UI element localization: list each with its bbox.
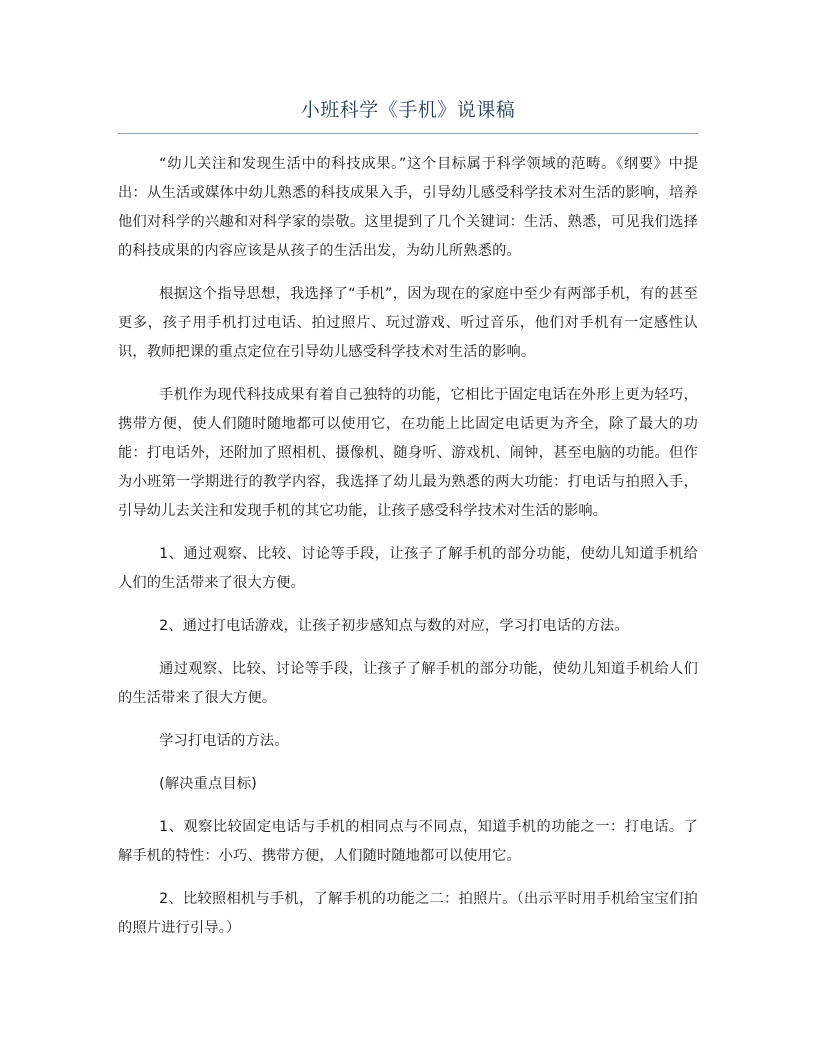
paragraph-step-1: 1、观察比较固定电话与手机的相同点与不同点，知道手机的功能之一：打电话。了解手机的特性：小巧、携带方便，人们随时随地都可以使用它。 [118, 819, 698, 864]
title-divider [118, 133, 698, 134]
paragraph-goal-1: 1、通过观察、比较、讨论等手段，让孩子了解手机的部分功能，使幼儿知道手机给人们的生活带来了很大方便。 [118, 546, 698, 591]
paragraph-intro: “幼儿关注和发现生活中的科技成果。”这个目标属于科学领域的范畴。《纲要》中提出：从生活或媒体中幼儿熟悉的科技成果入手，引导幼儿感受科学技术对生活的影响，培养他们对科学的兴趣和对科学家的崇敬。这里提到了几个关键词：生活、熟悉，可见我们选择的科技成果的内容应该是从孩子的生活出发，为幼儿所熟悉的。 [118, 156, 698, 259]
paragraph-goal-2: 2、通过打电话游戏，让孩子初步感知点与数的对应，学习打电话的方法。 [159, 618, 629, 634]
document-title: 小班科学《手机》说课稿 [300, 99, 516, 121]
paragraph-phone-features: 手机作为现代科技成果有着自己独特的功能，它相比于固定电话在外形上更为轻巧，携带方便，使人们随时随地都可以使用它，在功能上比固定电话更为齐全，除了最大的功能：打电话外，还附加了照相机、摄像机、随身听、游戏机、闹钟，甚至电脑的功能。但作为小班第一学期进行的教学内容，我选择了幼儿最为熟悉的两大功能：打电话与拍照入手，引导幼儿去关注和发现手机的其它功能，让孩子感受科学技术对生活的影响。 [118, 387, 698, 519]
paragraph-guiding-idea: 根据这个指导思想，我选择了“手机”，因为现在的家庭中至少有两部手机，有的甚至更多，孩子用手机打过电话、拍过照片、玩过游戏、听过音乐，他们对手机有一定感性认识，教师把课的重点定位在引导幼儿感受科学技术对生活的影响。 [118, 286, 698, 360]
paragraph-section-note: (解决重点目标) [159, 776, 257, 792]
document-body [118, 150, 698, 957]
paragraph-step-2: 2、比较照相机与手机，了解手机的功能之二：拍照片。（出示平时用手机给宝宝们拍的照片进行引导。） [118, 891, 698, 936]
paragraph-key-point: 通过观察、比较、讨论等手段，让孩子了解手机的部分功能，使幼儿知道手机给人们的生活带来了很大方便。 [118, 661, 698, 706]
paragraph-difficult-point: 学习打电话的方法。 [159, 733, 289, 749]
